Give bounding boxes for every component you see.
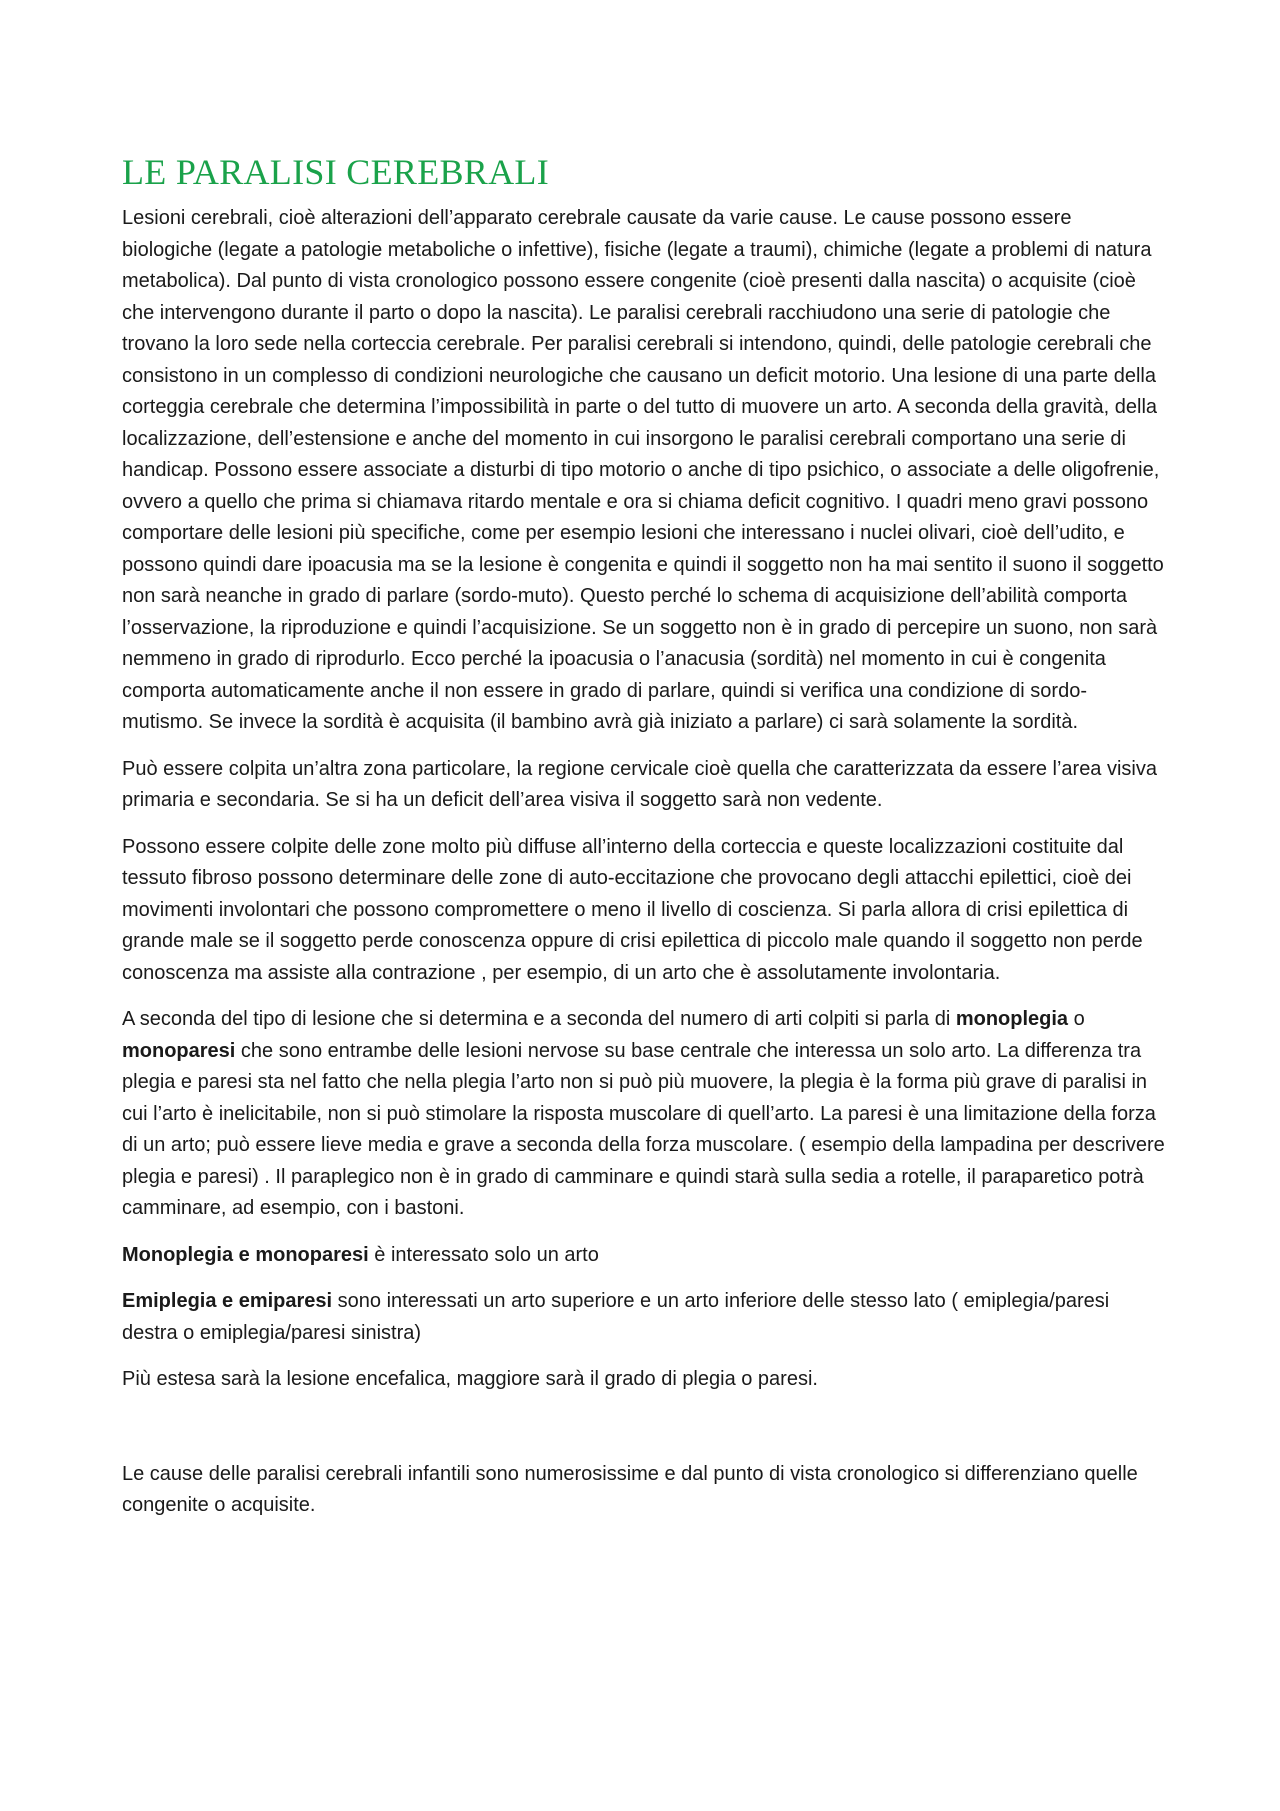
text-run: sono interessati un arto superiore e un arto inferiore delle stesso lato ( emiplegia/paresi destra o emiplegia/paresi sinistra)	[122, 1290, 1110, 1344]
paragraph-visual-area: Può essere colpita un’altra zona particolare, la regione cervicale cioè quella che caratterizzata da essere l’area visiva primaria e secondaria. Se si ha un deficit dell’area visiva il soggetto sarà non vedente.	[122, 757, 1157, 811]
bold-term-monoparesi: monoparesi	[122, 1039, 236, 1062]
paragraph-severity: Più estesa sarà la lesione encefalica, maggiore sarà il grado di plegia o paresi.	[122, 1368, 818, 1390]
bold-term-monoplegia: monoplegia	[955, 1008, 1069, 1030]
text-run: che sono entrambe delle lesioni nervose su base centrale che interessa un solo arto. La differenza tra plegia e paresi sta nel fatto che nella plegia l’arto non si può più muovere, la plegia è la forma più grave di paralisi in cui l’arto è inelicitabile, non si può stimolare la risposta muscolare di quell’arto. La paresi è una limitazione della forza di un arto; può essere lieve media e grave a seconda della forza muscolare. ( esempio della lampadina per descrivere plegia e paresi) . Il paraplegico non è in grado di camminare e quindi starà sulla sedia a rotelle, il paraparetico potrà camminare, ad esempio, con i bastoni.	[122, 1039, 1165, 1219]
paragraph-emiplegia	[122, 1286, 1167, 1349]
blank-line	[122, 1411, 1167, 1459]
text-run: è interessato solo un arto	[368, 1243, 599, 1266]
bold-term: Emiplegia e emiparesi	[122, 1290, 333, 1312]
bold-term: Monoplegia e monoparesi	[122, 1243, 369, 1266]
paragraph-epilepsy: Possono essere colpite delle zone molto più diffuse all’interno della corteccia e queste localizzazioni costituite dal tessuto fibroso possono determinare delle zone di auto-eccitazione che provocano degli attacchi epilettici, cioè dei movimenti involontari che possono compromettere o meno il livello di coscienza. Si parla allora di crisi epilettica di grande male se il soggetto perde conoscenza oppure di crisi epilettica di piccolo male quando il soggetto non perde conoscenza ma assiste alla contrazione , per esempio, di un arto che è assolutamente involontaria.	[122, 835, 1143, 984]
text-run: A seconda del tipo di lesione che si determina e a seconda del numero di arti colpiti si parla di	[122, 1008, 956, 1030]
paragraph-plegia-paresi	[122, 1004, 1167, 1225]
text-run: o	[1068, 1008, 1085, 1030]
document-body	[122, 150, 1167, 1537]
paragraph-causes: Le cause delle paralisi cerebrali infantili sono numerosissime e dal punto di vista cronologico si differenziano quelle congenite o acquisite.	[122, 1462, 1138, 1516]
paragraph-monoplegia	[122, 1240, 1167, 1272]
page-title: LE PARALISI CEREBRALI	[122, 152, 549, 192]
paragraph-intro: Lesioni cerebrali, cioè alterazioni dell’apparato cerebrale causate da varie cause. Le cause possono essere biologiche (legate a patologie metaboliche o infettive), fisiche (legate a traumi), chimiche (legate a problemi di natura metabolica). Dal punto di vista cronologico possono essere congenite (cioè presenti dalla nascita) o acquisite (cioè che intervengono durante il parto o dopo la nascita). Le paralisi cerebrali racchiudono una serie di patologie che trovano la loro sede nella corteccia cerebrale. Per paralisi cerebrali si intendono, quindi, delle patologie cerebrali che consistono in un complesso di condizioni neurologiche che causano un deficit motorio. Una lesione di una parte della corteggia cerebrale che determina l’impossibilità in parte o del tutto di muovere un arto. A seconda della gravità, della localizzazione, dell’estensione e anche del momento in cui insorgono le paralisi cerebrali comportano una serie di handicap. Possono essere associate a disturbi di tipo motorio o anche di tipo psichico, o associate a delle oligofrenie, ovvero a quello che prima si chiamava ritardo mentale e ora si chiama deficit cognitivo. I quadri meno gravi possono comportare delle lesioni più specifiche, come per esempio lesioni che interessano i nuclei olivari, cioè dell’udito, e possono quindi dare ipoacusia ma se la lesione è congenita e quindi il soggetto non ha mai sentito il suono il soggetto non sarà neanche in grado di parlare (sordo-muto). Questo perché lo schema di acquisizione dell’abilità comporta l’osservazione, la riproduzione e quindi l’acquisizione. Se un soggetto non è in grado di percepire un suono, non sarà nemmeno in grado di riprodurlo. Ecco perché la ipoacusia o l’anacusia (sordità) nel momento in cui è congenita comporta automaticamente anche il non essere in grado di parlare, quindi si verifica una condizione di sordo-mutismo. Se invece la sordità è acquisita (il bambino avrà già iniziato a parlare) ci sarà solamente la sordità.	[122, 207, 1164, 733]
